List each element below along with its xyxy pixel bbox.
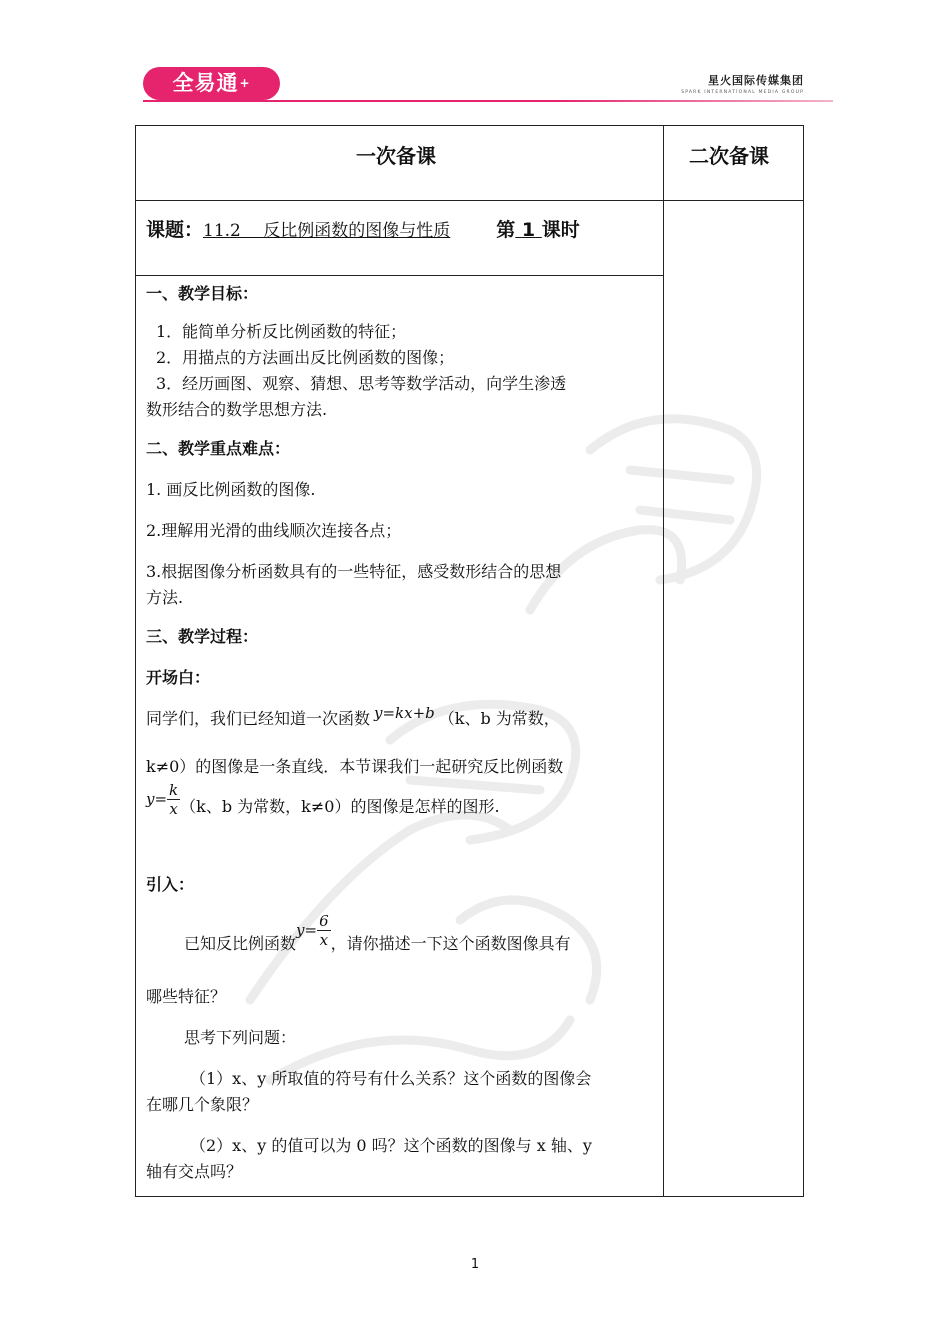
question-1-cont: 在哪几个象限？ (146, 1095, 259, 1114)
think-line: 思考下列问题： (184, 1028, 297, 1047)
publisher-name-en: SPARK INTERNATIONAL MEDIA GROUP (681, 90, 804, 95)
reciprocal-formula-fraction (167, 781, 180, 818)
table-row-divider (136, 200, 804, 201)
fraction-denominator: x (319, 931, 329, 949)
question-1-line: （1）x、y 所取值的符号有什么关系？这个函数的图像会 (190, 1069, 592, 1088)
intro-heading: 引入： (146, 875, 195, 894)
table-column-divider (663, 126, 664, 1197)
publisher-brand (681, 72, 804, 95)
second-prep-header: 二次备课 (689, 144, 769, 168)
fraction-numerator: k (169, 781, 179, 799)
table-row-divider (136, 275, 664, 276)
key-point-item: 3.根据图像分析函数具有的一些特征，感受数形结合的思想 (146, 562, 562, 581)
intro-text: ，请你描述一下这个函数图像具有 (330, 934, 571, 953)
objective-item-cont: 数形结合的数学思想方法. (146, 400, 328, 419)
opening-heading: 开场白： (146, 668, 211, 687)
reciprocal-formula-lhs: y= (146, 790, 168, 808)
opening-text: （k、b 为常数，k≠0）的图像是怎样的图形. (180, 797, 500, 816)
question-2-cont: 轴有交点吗？ (146, 1162, 243, 1181)
objectives-heading: 一、教学目标： (146, 284, 259, 303)
objective-item: 1．能简单分析反比例函数的特征； (156, 322, 407, 341)
logo-text: 全易通 (172, 71, 239, 95)
opening-paragraph-line: k≠0）的图像是一条直线．本节课我们一起研究反比例函数 (146, 757, 564, 776)
lesson-plan-table (135, 125, 804, 1197)
opening-text: （k、b 为常数， (438, 709, 560, 728)
brand-logo (143, 67, 280, 100)
lesson-period-post: 课时 (541, 219, 580, 241)
opening-paragraph-line (146, 781, 500, 818)
lesson-prefix: 课题： (146, 219, 204, 241)
header-divider (143, 100, 833, 102)
publisher-name-cn: 星火国际传媒集团 (708, 74, 804, 87)
page-number: 1 (470, 1257, 480, 1272)
fraction-numerator: 6 (319, 912, 329, 930)
objective-item: 3．经历画图、观察、猜想、思考等数学活动，向学生渗透 (156, 374, 567, 393)
lesson-topic: 11.2 反比例函数的图像与性质 (203, 221, 451, 241)
objective-item: 2．用描点的方法画出反比例函数的图像； (156, 348, 455, 367)
linear-function-formula: y=kx+b (374, 704, 435, 722)
lesson-title (146, 215, 580, 242)
lesson-period-number: 1 (521, 219, 536, 241)
intro-paragraph-line: 哪些特征？ (146, 987, 227, 1006)
intro-text: 已知反比例函数 (184, 934, 297, 953)
key-points-heading: 二、教学重点难点： (146, 439, 291, 458)
key-point-item-cont: 方法. (146, 588, 184, 607)
logo-star: + (239, 76, 251, 90)
six-formula-fraction (317, 912, 331, 949)
key-point-item: 2.理解用光滑的曲线顺次连接各点； (146, 521, 402, 540)
opening-text: 同学们，我们已经知道一次函数 (146, 709, 371, 728)
six-formula-lhs: y= (296, 921, 318, 939)
fraction-denominator: x (169, 800, 178, 818)
key-point-item: 1. 画反比例函数的图像. (146, 480, 316, 499)
lesson-period-pre: 第 (496, 219, 516, 241)
process-heading: 三、教学过程： (146, 627, 259, 646)
question-2-line: （2）x、y 的值可以为 0 吗？这个函数的图像与 x 轴、y (190, 1136, 592, 1155)
intro-paragraph-line (146, 912, 571, 953)
opening-paragraph-line (146, 706, 560, 732)
first-prep-header: 一次备课 (356, 144, 436, 168)
